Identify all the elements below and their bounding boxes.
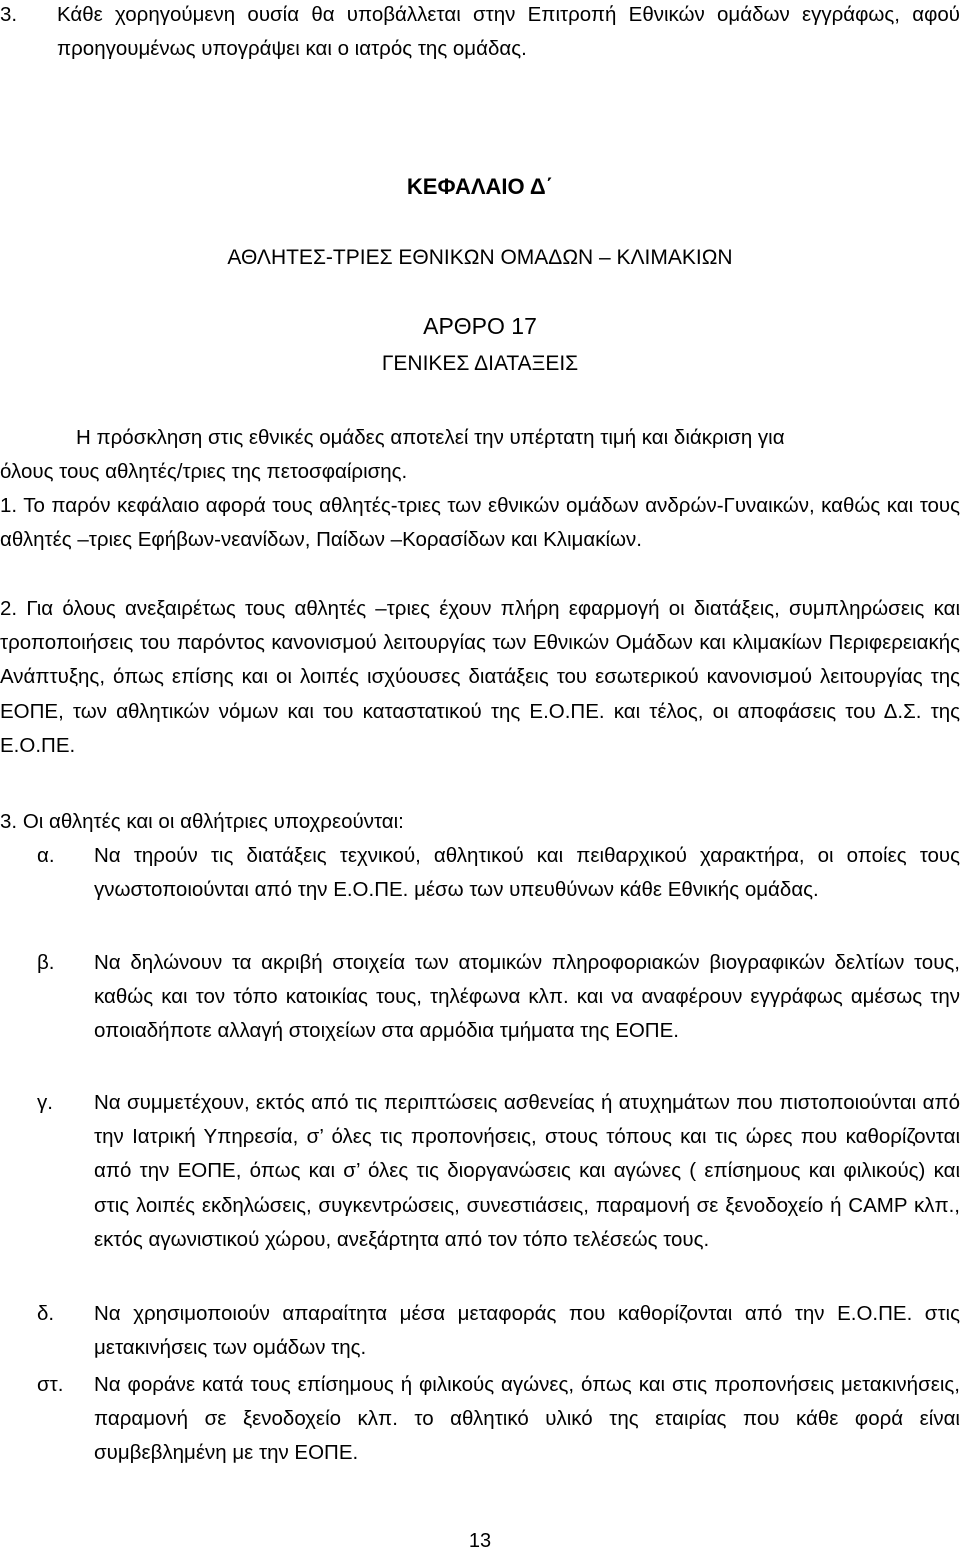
item-text: Να φοράνε κατά τους επίσημους ή φιλικούς αγώνες, όπως και στις προπονήσεις μετακινήσεις, παραμονή σε ξενοδοχείο κλπ. το αθλητικό υλικό της εταιρίας που κάθε φορά είναι συμβεβλημένη με την ΕΟΠΕ. xyxy=(94,1373,960,1465)
item-marker: β. xyxy=(37,951,55,974)
page-number: 13 xyxy=(468,1530,492,1552)
paragraph-number: 1. xyxy=(0,494,18,517)
paragraph-number: 2. xyxy=(0,597,18,620)
paragraph-2 xyxy=(0,592,960,763)
chapter-subtitle: ΑΘΛΗΤΕΣ-ΤΡΙΕΣ ΕΘΝΙΚΩΝ ΟΜΑΔΩΝ – ΚΛΙΜΑΚΙΩΝ xyxy=(227,246,733,269)
paragraph-text: Για όλους ανεξαιρέτως τους αθλητές –τριες έχουν πλήρη εφαρμογή οι διατάξεις, συμπληρώσεις και τροποποιήσεις του παρόντος κανονισμού λειτουργίας των Εθνικών Ομάδων και κλιμακίων Περιφερειακής Ανάπτυξης, όπως επίσης και οι λοιπές ισχύουσες διατάξεις του εσωτερικού κανονισμού λειτουργίας της ΕΟΠΕ, των αθλητικών νόμων και του καταστατικού της Ε.Ο.ΠΕ. και τέλος, οι αποφάσεις του Δ.Σ. της Ε.Ο.ΠΕ. xyxy=(0,597,960,757)
item-text: Να χρησιμοποιούν απαραίτητα μέσα μεταφοράς που καθορίζονται από την Ε.Ο.ΠΕ. στις μετακινήσεις των ομάδων της. xyxy=(94,1302,960,1360)
item-marker: γ. xyxy=(37,1091,53,1114)
top-item-number: 3. xyxy=(0,3,18,26)
intro-line-2: όλους τους αθλητές/τριες της πετοσφαίρισης. xyxy=(0,460,408,483)
item-text: Να δηλώνουν τα ακριβή στοιχεία των ατομικών πληροφοριακών βιογραφικών δελτίων τους, καθώς και τον τόπο κατοικίας τους, τηλέφωνα κλπ. και να αναφέρουν εγγράφως αμέσως την οποιαδήποτε αλλαγή στοιχείων στα αρμόδια τμήματα της ΕΟΠΕ. xyxy=(94,951,960,1043)
article-heading: ΓΕΝΙΚΕΣ ΔΙΑΤΑΞΕΙΣ xyxy=(381,352,579,375)
item-marker: στ. xyxy=(37,1373,64,1396)
chapter-title: ΚΕΦΑΛΑΙΟ Δ΄ xyxy=(406,174,554,199)
paragraph-text: Το παρόν κεφάλαιο αφορά τους αθλητές-τριες των εθνικών ομάδων ανδρών-Γυναικών, καθώς και τους αθλητές –τριες Εφήβων-νεανίδων, Παίδων –Κορασίδων και Κλιμακίων. xyxy=(0,494,960,552)
paragraph-3 xyxy=(0,805,404,839)
paragraph-text: Οι αθλητές και οι αθλήτριες υποχρεούνται: xyxy=(22,810,404,833)
paragraph-1 xyxy=(0,489,960,557)
intro-line-1: Η πρόσκληση στις εθνικές ομάδες αποτελεί την υπέρτατη τιμή και διάκριση για xyxy=(76,426,785,449)
item-text: Να τηρούν τις διατάξεις τεχνικού, αθλητικού και πειθαρχικού χαρακτήρα, οι οποίες τους γνωστοποιούνται από την Ε.Ο.ΠΕ. μέσω των υπευθύνων κάθε Εθνικής ομάδας. xyxy=(94,844,960,902)
top-item-text: Κάθε χορηγούμενη ουσία θα υποβάλλεται στην Επιτροπή Εθνικών ομάδων εγγράφως, αφού προηγουμένως υπογράψει και ο ιατρός της ομάδας. xyxy=(57,3,960,61)
item-marker: α. xyxy=(37,844,55,867)
item-text: Να συμμετέχουν, εκτός από τις περιπτώσεις ασθενείας ή ατυχημάτων που πιστοποιούνται από την Ιατρική Υπηρεσία, σ’ όλες τις προπονήσεις, στους τόπους και τις ώρες που καθορίζονται από την ΕΟΠΕ, όπως και σ’ όλες τις διοργανώσεις και αγώνες ( επίσημους και φιλικούς) και στις λοιπές εκδηλώσεις, συγκεντρώσεις, συνεστιάσεις, παραμονή σε ξενοδοχείο ή CAMP κλπ., εκτός αγωνιστικού χώρου, ανεξάρτητα από τον τόπο τελέσεώς τους. xyxy=(94,1091,960,1251)
article-title: ΑΡΘΡΟ 17 xyxy=(423,313,537,339)
paragraph-number: 3. xyxy=(0,810,18,833)
item-marker: δ. xyxy=(37,1302,55,1325)
